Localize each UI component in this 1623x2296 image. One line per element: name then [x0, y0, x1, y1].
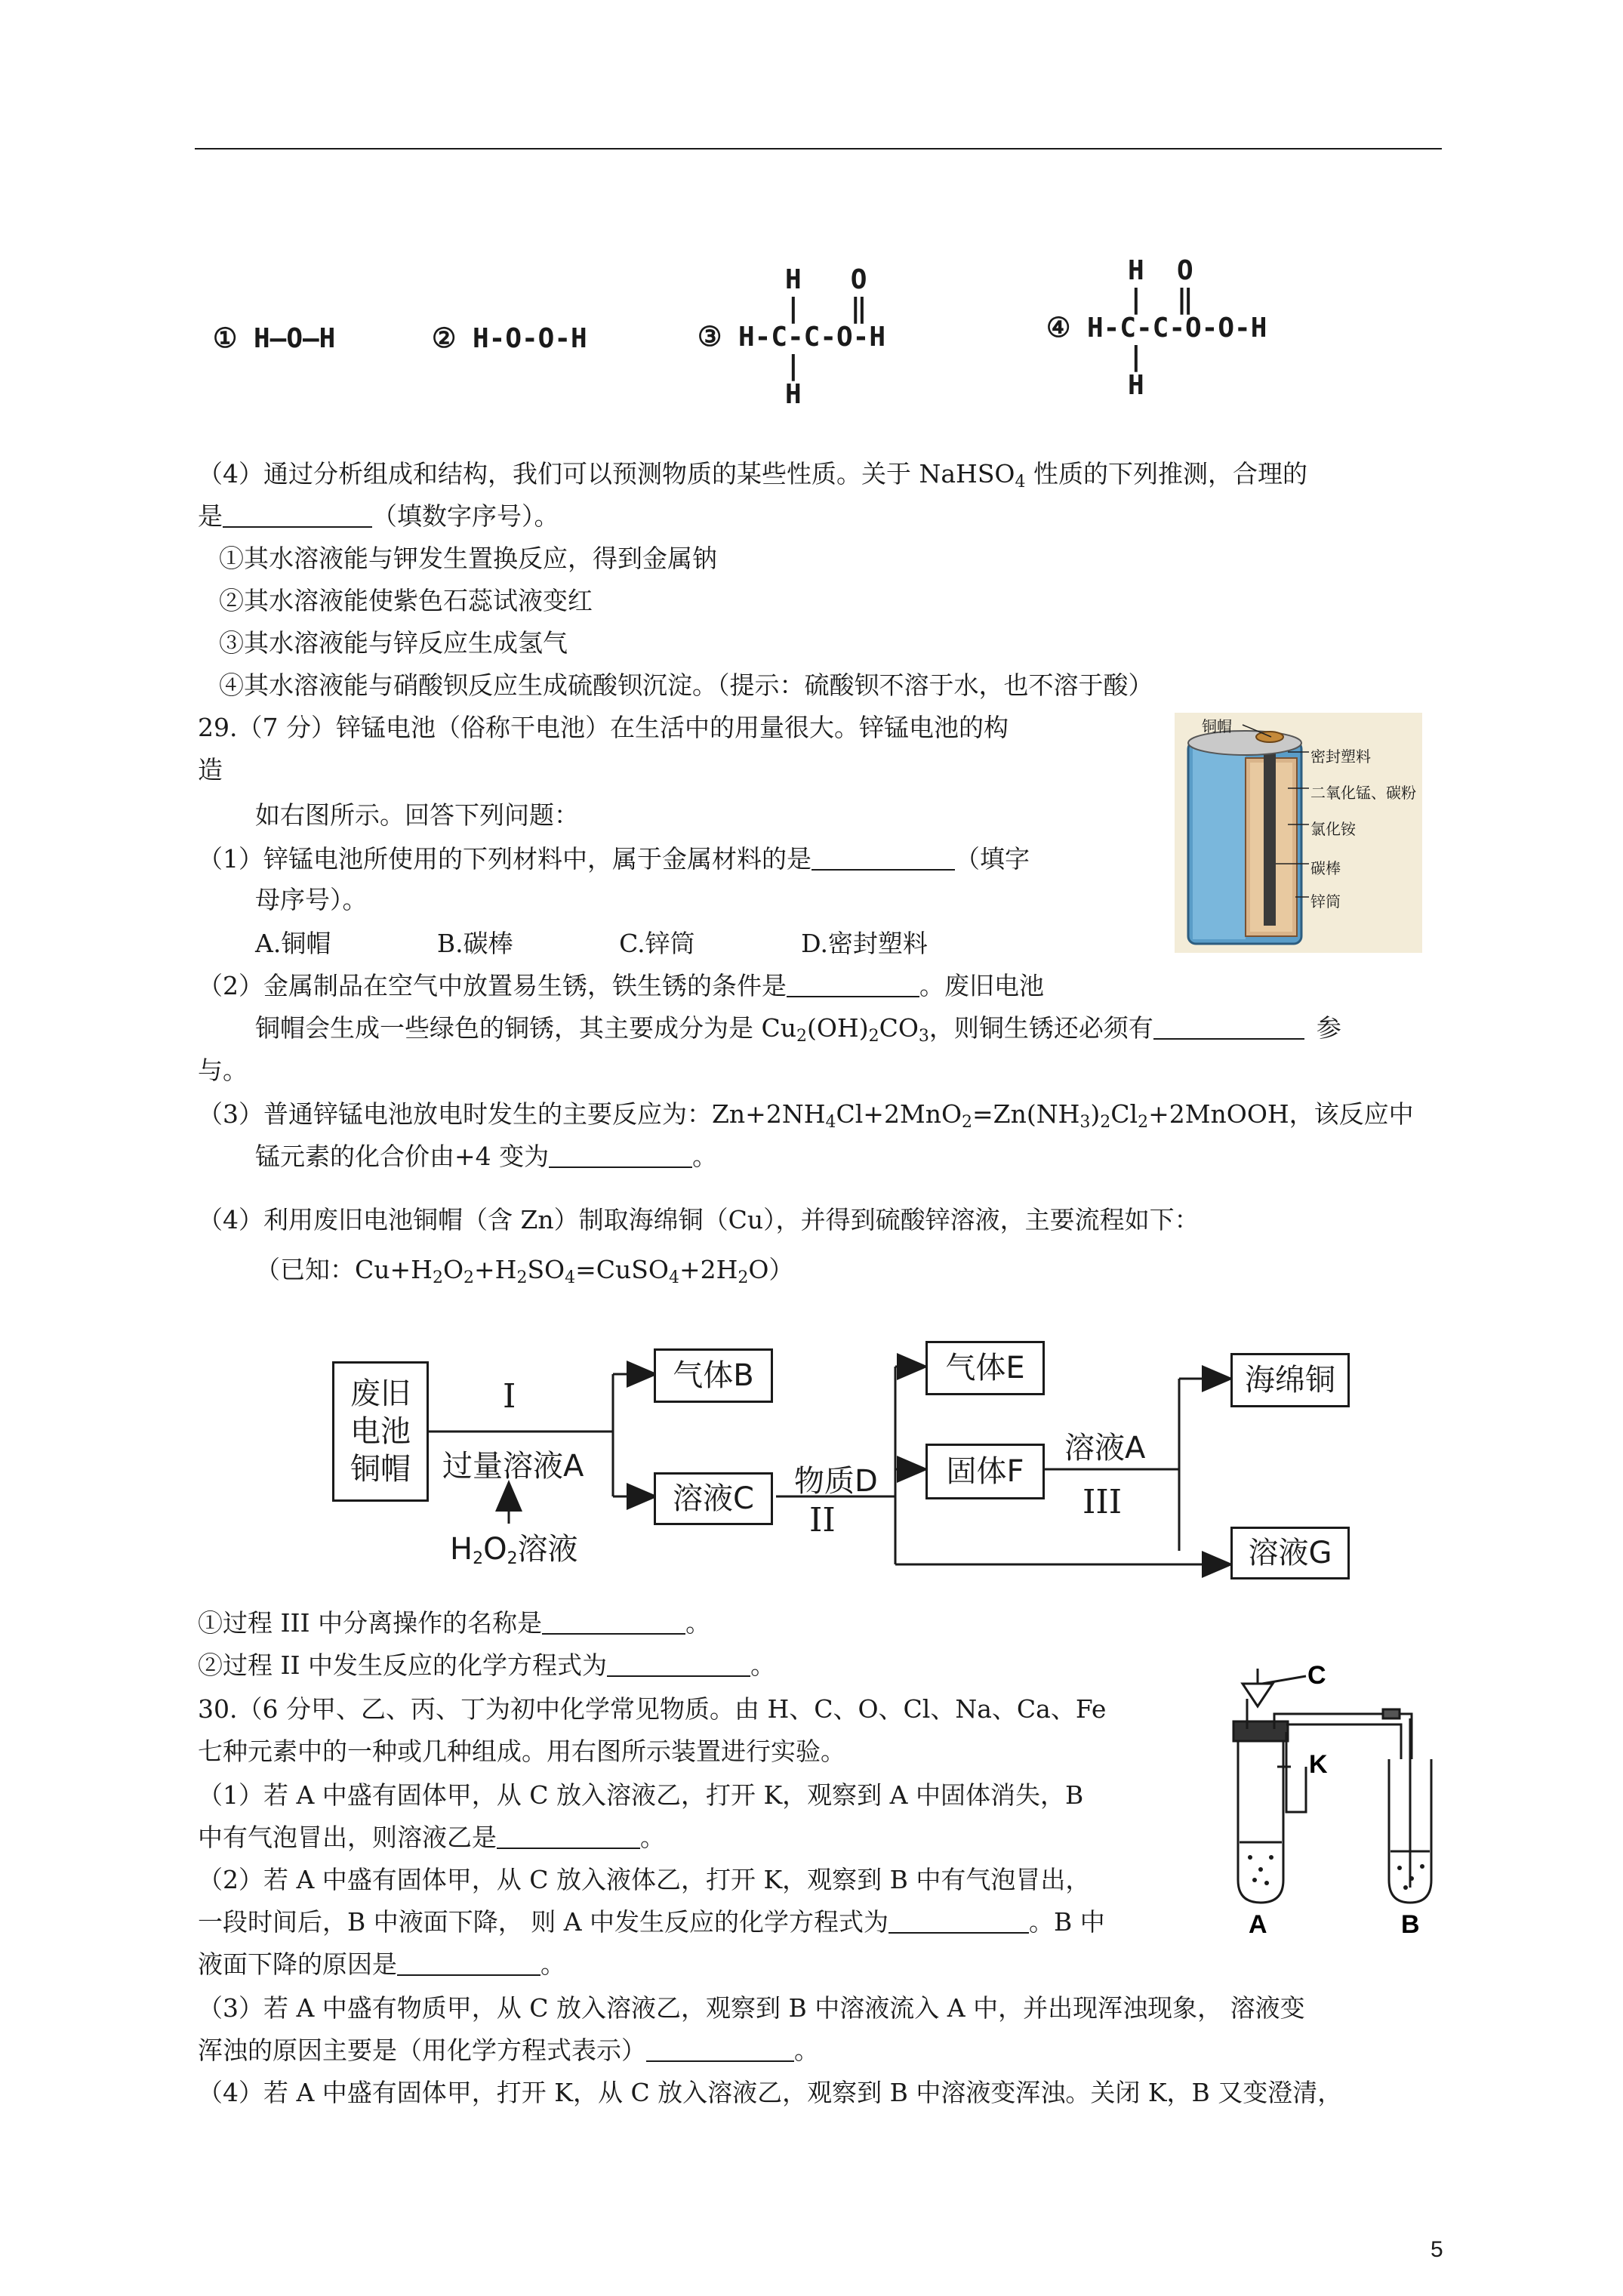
q28-4-option-2: ②其水溶液能使紫色石蕊试液变红	[219, 586, 593, 615]
q28-4-line2: 是 （填数字序号）。	[198, 501, 559, 531]
q29-known-equation: （已知：$Cu+H_2O_2+H_2SO_4=CuSO_4+2H_2O$）	[255, 1255, 794, 1287]
structure-3: H O | ‖ ③ H-C-C-O-H | H	[698, 264, 886, 410]
q29-part3-cont: 锰元素的化合价由+4 变为 。	[255, 1142, 718, 1171]
q28-4-option-1: ①其水溶液能与钾发生置换反应，得到金属钠	[219, 544, 717, 573]
q30-part1: （1）若 A 中盛有固体甲，从 C 放入溶液乙，打开 K，观察到 A 中固体消失，B	[198, 1780, 1084, 1810]
q29-part2-end: 与。	[198, 1056, 248, 1085]
q29-part4: （4）利用废旧电池铜帽（含 Zn）制取海绵铜（Cu），并得到硫酸锌溶液，主要流程如下：	[198, 1205, 1200, 1234]
structure-2: ② H-O-O-H	[432, 323, 587, 354]
battery-label-zinc-can: 锌筒	[1310, 892, 1341, 911]
battery-label-nh4cl: 氯化铵	[1310, 820, 1356, 838]
q30-part2-cont: 一段时间后，B 中液面下降， 则 A 中发生反应的化学方程式为 。B 中	[198, 1907, 1105, 1937]
q30-part2: （2）若 A 中盛有固体甲，从 C 放入液体乙，打开 K，观察到 B 中有气泡冒出，	[198, 1865, 1091, 1894]
q30-part4: （4）若 A 中盛有固体甲，打开 K，从 C 放入溶液乙，观察到 B 中溶液变浑浊。关闭 K，B 又变澄清，	[198, 2078, 1343, 2107]
q29-title: 29.（7 分）锌锰电池（俗称干电池）在生活中的用量很大。锌锰电池的构	[198, 713, 1009, 742]
flow-process-2-label: II	[809, 1501, 836, 1539]
q29-part1-cont: 母序号）。	[255, 885, 368, 914]
flow-start-box: 废旧电池铜帽	[332, 1361, 429, 1502]
q29-part2: （2）金属制品在空气中放置易生锈，铁生锈的条件是 。废旧电池	[198, 971, 1044, 1000]
flow-solution-c-box: 溶液C	[654, 1472, 773, 1525]
flow-excess-solution-a: 过量溶液A	[442, 1449, 584, 1484]
q29-options: A.铜帽 B.碳棒 C.锌筒 D.密封塑料	[255, 929, 928, 958]
structure-1: ① H—O—H	[213, 323, 336, 354]
apparatus-diagram	[1208, 1653, 1449, 1940]
flow-solution-g-box: 溶液G	[1230, 1527, 1350, 1579]
q30-part1-cont: 中有气泡冒出，则溶液乙是 。	[198, 1823, 665, 1852]
q30-title-cont: 七种元素中的一种或几种组成。用右图所示装置进行实验。	[198, 1737, 845, 1766]
q29-part1: （1）锌锰电池所使用的下列材料中，属于金属材料的是 （填字	[198, 844, 1030, 874]
answer-blank[interactable]	[542, 1610, 685, 1635]
q29-title-cont: 造	[198, 755, 223, 784]
flow-solution-a-reagent: 溶液A	[1064, 1431, 1146, 1465]
answer-blank[interactable]	[397, 1952, 540, 1976]
q29-intro: 如右图所示。回答下列问题：	[255, 800, 579, 830]
flow-process-1-label: I	[503, 1377, 516, 1416]
q29-sub2: ②过程 II 中发生反应的化学方程式为 。	[198, 1650, 776, 1680]
answer-blank[interactable]	[888, 1909, 1029, 1934]
q30-part2-end: 液面下降的原因是 。	[198, 1949, 565, 1979]
q30-title: 30.（6 分甲、乙、丙、丁为初中化学常见物质。由 H、C、O、Cl、Na、Ca、Fe	[198, 1694, 1107, 1724]
structure-4: H O | ‖ ④ H-C-C-O-O-H | H	[1046, 255, 1267, 401]
q29-part2-cont: 铜帽会生成一些绿色的铜锈，其主要成分为是 $Cu_2(OH)_2CO_3$，则铜生锈还必须有 参	[255, 1013, 1341, 1046]
q28-4-option-3: ③其水溶液能与锌反应生成氢气	[219, 628, 568, 658]
flow-gas-b-box: 气体B	[654, 1348, 773, 1403]
battery-label-carbon-rod: 碳棒	[1310, 859, 1341, 877]
q29-part3: （3）普通锌锰电池放电时发生的主要反应为：$Zn+2NH_4Cl+2MnO_2=Zn(NH_3)_2Cl_2+2MnOOH$，该反应中	[198, 1099, 1414, 1132]
q30-part3: （3）若 A 中盛有物质甲，从 C 放入溶液乙，观察到 B 中溶液流入 A 中，并出现浑浊现象， 溶液变	[198, 1993, 1305, 2023]
battery-label-cap: 铜帽	[1202, 717, 1232, 735]
battery-label-mno2: 二氧化锰、碳粉	[1310, 784, 1416, 802]
apparatus-label-a: A	[1249, 1910, 1267, 1939]
q28-4-line1: （4）通过分析组成和结构，我们可以预测物质的某些性质。关于 NaHSO$_4$ 性质的下列推测，合理的	[198, 459, 1307, 492]
flow-solid-f-box: 固体F	[925, 1444, 1045, 1499]
flow-substance-d: 物质D	[794, 1464, 878, 1499]
flow-gas-e-box: 气体E	[925, 1341, 1045, 1395]
flow-process-3-label: III	[1083, 1483, 1123, 1521]
apparatus-label-c: C	[1307, 1661, 1326, 1690]
battery-label-seal: 密封塑料	[1310, 747, 1371, 766]
q30-part3-cont: 浑浊的原因主要是（用化学方程式表示） 。	[198, 2036, 819, 2065]
page-number: 5	[1431, 2237, 1443, 2262]
apparatus-label-k: K	[1309, 1750, 1328, 1779]
q29-sub1: ①过程 III 中分离操作的名称是 。	[198, 1608, 711, 1638]
answer-blank[interactable]	[646, 2038, 794, 2062]
q28-4-option-4: ④其水溶液能与硝酸钡反应生成硫酸钡沉淀。（提示：硫酸钡不溶于水，也不溶于酸）	[219, 670, 1153, 700]
answer-blank[interactable]	[607, 1653, 750, 1677]
apparatus-label-b: B	[1401, 1910, 1420, 1939]
flow-h2o2-solution: $H_2O_2$溶液	[450, 1532, 578, 1568]
flow-sponge-copper-box: 海绵铜	[1230, 1353, 1350, 1407]
answer-blank[interactable]	[497, 1825, 640, 1849]
